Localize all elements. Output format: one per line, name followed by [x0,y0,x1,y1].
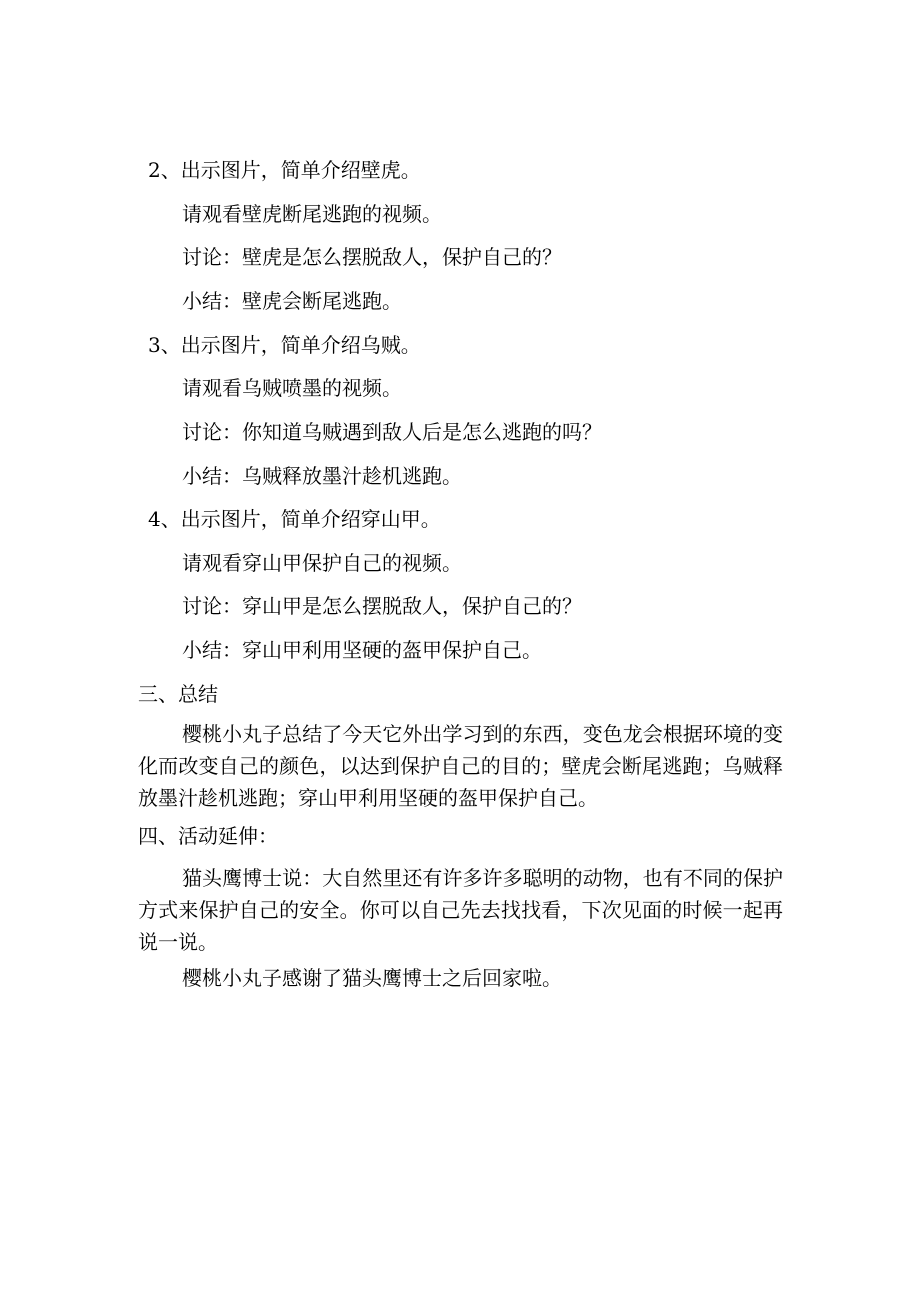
section-4-paragraph: 猫头鹰博士说：大自然里还有许多许多聪明的动物，也有不同的保护方式来保护自己的安全。你可以自己先去找找看，下次见面的时候一起再说一说。 [138,866,783,954]
item-3-summary: 小结：乌贼释放墨汁趁机逃跑。 [182,464,462,488]
item-2-discussion: 讨论：壁虎是怎么摆脱敌人，保护自己的？ [182,245,562,269]
item-3-discussion: 讨论：你知道乌贼遇到敌人后是怎么逃跑的吗？ [182,420,602,444]
item-3-heading: 3、出示图片，简单介绍乌贼。 [148,333,421,357]
section-3-heading: 三、总结 [138,682,218,706]
section-4-heading: 四、活动延伸： [138,824,278,848]
item-4-discussion: 讨论：穿山甲是怎么摆脱敌人，保护自己的？ [182,594,582,618]
closing-paragraph: 樱桃小丸子感谢了猫头鹰博士之后回家啦。 [182,966,562,990]
item-4-video: 请观看穿山甲保护自己的视频。 [182,551,462,575]
item-4-summary: 小结：穿山甲利用坚硬的盔甲保护自己。 [182,638,542,662]
section-3-paragraph: 樱桃小丸子总结了今天它外出学习到的东西，变色龙会根据环境的变化而改变自己的颜色，以达到保护自己的目的；壁虎会断尾逃跑；乌贼释放墨汁趁机逃跑；穿山甲利用坚硬的盔甲保护自己。 [138,722,783,810]
item-4-heading: 4、出示图片，简单介绍穿山甲。 [148,507,441,531]
item-2-heading: 2、出示图片，简单介绍壁虎。 [148,158,421,182]
item-2-summary: 小结：壁虎会断尾逃跑。 [182,289,402,313]
item-3-video: 请观看乌贼喷墨的视频。 [182,376,402,400]
item-2-video: 请观看壁虎断尾逃跑的视频。 [182,202,442,226]
